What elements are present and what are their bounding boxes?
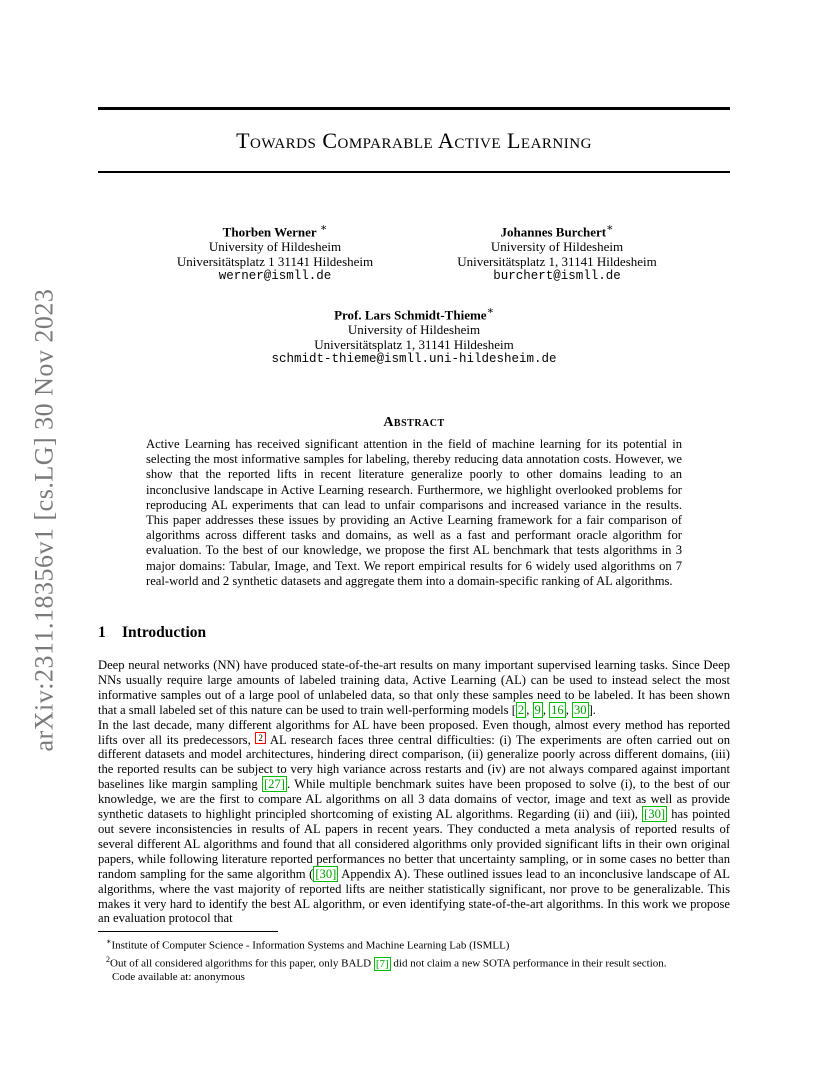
text-run: has pointed out severe inconsistencies in results of AL papers in recent years. They conducted a meta analysis of reported results of several different AL algorithms and found that all considered algorithms only provided significant lifts in their own original papers, while following literature reported performances no better that uncertainty sampling, or in some cases no better than random sampling for the same algorithm (: [98, 807, 730, 881]
footnotes: [98, 935, 730, 984]
citation-link[interactable]: 9: [534, 702, 541, 717]
author-block: [98, 304, 730, 367]
author-address: Universitätsplatz 1, 31141 Hildesheim: [457, 254, 657, 270]
footnote: [98, 935, 730, 953]
section-number: 1: [98, 624, 106, 641]
citation-link[interactable]: [27]: [263, 777, 285, 792]
text-run: AL research faces three central difficulties: (i) The experiments are often carried out on different datasets and model architectures, hindering direct comparison, (ii) generalize poorly across different domains, (iii) the reported results can be subject to very high variance across restarts and (iv) are not always compared against important baselines like margin sampling: [98, 732, 730, 792]
citation-link[interactable]: [30]: [644, 807, 666, 822]
footnote-text: Institute of Computer Science - Information Systems and Machine Learning Lab (ISMLL): [111, 939, 510, 952]
author-mark: ∗: [486, 305, 494, 317]
author-mark: ∗: [606, 222, 614, 234]
title-rule-top: [98, 107, 730, 110]
footnote-mark: ∗: [106, 937, 112, 946]
author-block: [446, 221, 668, 284]
author-email[interactable]: schmidt-thieme@ismll.uni-hildesheim.de: [271, 352, 557, 367]
paragraph: Deep neural networks (NN) have produced state-of-the-art results on many important supervised learning tasks. Since Deep NNs usually require large amounts of labeled training data, Active Learning (AL) can be used to instead select the most informative samples out of a large pool of unlabeled data, so that only these samples need to be labeled. It has been shown that a small labeled set of this nature can be used to train well-performing models [ 2 , 9 , 16 , 30 ].: [98, 658, 730, 717]
author-affiliation: University of Hildesheim: [490, 239, 624, 255]
text-run: In the last decade, many different algorithms for AL have been proposed. Even though, almost every method has reported lifts over all its predecessors,: [98, 717, 730, 747]
abstract-heading: Abstract: [383, 415, 445, 430]
text-run: Deep neural networks (NN) have produced state-of-the-art results on many important supervised learning tasks. Since Deep NNs usually require large amounts of labeled training data, Active Learning (AL) can be used to instead select the most informative samples out of a large pool of unlabeled data, so that only these samples need to be labeled. It has been shown that a small labeled set of this nature can be used to train well-performing models [: [98, 658, 730, 717]
body-text: [98, 658, 730, 926]
arxiv-stamp-text: arXiv:2311.18356v1 [cs.LG] 30 Nov 2023: [29, 288, 58, 752]
author-mark: ∗: [319, 222, 328, 234]
arxiv-stamp: [24, 280, 64, 760]
author-name: Prof. Lars Schmidt-Thieme: [334, 307, 487, 323]
citation-link[interactable]: 16: [551, 702, 564, 717]
author-address: Universitätsplatz 1, 31141 Hildesheim: [314, 337, 514, 353]
author-affiliation: University of Hildesheim: [347, 322, 481, 338]
title-rule-bottom: [98, 171, 730, 173]
footnote: [98, 953, 730, 984]
footnote-text: did not claim a new SOTA performance in their result section.: [390, 957, 667, 970]
citation-link[interactable]: [30]: [315, 866, 337, 881]
author-block: [160, 221, 390, 284]
author-name: Thorben Werner: [222, 224, 317, 240]
text-run: Appendix A). These outlined issues lead to an inconclusive landscape of AL algorithms, where the vast majority of reported lifts are neither statistically significant, nor prove to be generalizable. This makes it very hard to identify the best AL algorithm, or even identifying state-of-the-art algorithms. In this work we propose an evaluation protocol that: [98, 866, 730, 926]
citation-link[interactable]: 2: [517, 702, 525, 717]
footnote-rule: [98, 931, 278, 932]
text-run: . While multiple benchmark suites have been proposed to solve (i), to the best of our knowledge, we are the first to compare AL algorithms on all 3 data domains of vector, image and text as well as provide synthetic datasets to highlight principled shortcoming of existing AL algorithms. Regarding (ii) and (iii),: [98, 777, 730, 822]
footnote-link[interactable]: 2: [255, 732, 266, 744]
author-name: Johannes Burchert: [500, 224, 607, 240]
citation-link[interactable]: [7]: [375, 957, 389, 970]
section-title: Introduction: [122, 624, 207, 641]
footnote-mark: 2: [106, 954, 110, 964]
author-address: Universitätsplatz 1 31141 Hildesheim: [176, 254, 374, 270]
abstract-text: Active Learning has received significant attention in the field of machine learning for its potential in selecting the most informative samples for labeling, thereby reducing data annotation costs. However, we show that the reported lifts in recent literature generalize poorly to other domains leading to an inconclusive landscape in Active Learning research. Furthermore, we highlight overlooked problems for reproducing AL experiments that can lead to unfair comparisons and increased variance in the results. This paper addresses these issues by providing an Active Learning framework for a fair comparison of algorithms across different tasks and domains, as well as a fast and performant oracle algorithm for evaluation. To the best of our knowledge, we propose the first AL benchmark that tests algorithms in 3 major domains: Tabular, Image, and Text. We report empirical results for 6 widely used algorithms on 7 real-world and 2 synthetic datasets and aggregate them into a domain-specific ranking of AL algorithms.: [146, 437, 682, 588]
text-run: ].: [588, 702, 596, 717]
paper-title: Towards Comparable Active Learning: [236, 128, 592, 153]
author-email[interactable]: werner@ismll.de: [218, 269, 332, 284]
citation-link[interactable]: 30: [574, 702, 587, 717]
footnote-text: Code available at: anonymous: [112, 970, 245, 983]
author-affiliation: University of Hildesheim: [208, 239, 342, 255]
footnote-text: Out of all considered algorithms for this paper, only BALD: [110, 957, 374, 970]
paragraph: [98, 718, 730, 927]
section-heading: [98, 624, 206, 642]
author-email[interactable]: burchert@ismll.de: [493, 269, 621, 284]
